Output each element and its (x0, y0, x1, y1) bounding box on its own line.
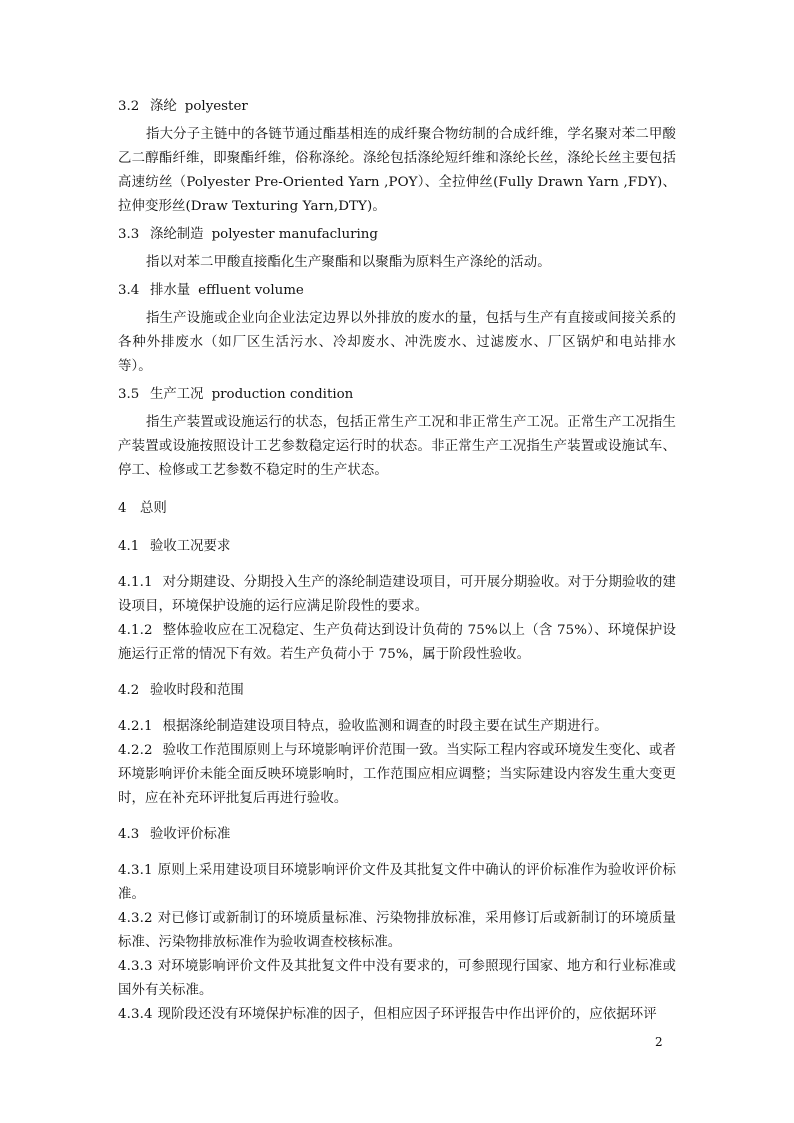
section-title-english: production condition (211, 387, 354, 402)
section-body-3-5: 指生产装置或设施运行的状态，包括正常生产工况和非正常生产工况。正常生产工况指生产装置或设施按照设计工艺参数稳定运行时的状态。非正常生产工况指生产装置或设施试车、停工、检修或工艺参数不稳定时的生产状态。 (118, 415, 676, 478)
section-heading-3-3 (118, 223, 676, 247)
section-number: 3.4 (118, 283, 140, 298)
section-number: 4.3 (118, 827, 140, 842)
clause-number: 4.3.1 (118, 863, 153, 878)
section-number: 3.3 (118, 227, 140, 242)
clause-4-3-1 (118, 859, 676, 907)
clause-text: 对环境影响评价文件及其批复文件中没有要求的，可参照现行国家、地方和行业标准或国外有关标准。 (118, 959, 676, 998)
clause-number: 4.2.1 (118, 719, 153, 734)
clause-number: 4.3.2 (118, 911, 153, 926)
clause-4-1-1 (118, 571, 676, 619)
section-heading-3-5 (118, 383, 676, 407)
clause-text: 对分期建设、分期投入生产的涤纶制造建设项目，可开展分期验收。对于分期验收的建设项目，环境保护设施的运行应满足阶段性的要求。 (118, 575, 676, 614)
section-heading-3-4 (118, 279, 676, 303)
clause-text: 原则上采用建设项目环境影响评价文件及其批复文件中确认的评价标准作为验收评价标准。 (118, 863, 676, 902)
section-title: 验收工况要求 (150, 539, 231, 554)
clause-number: 4.3.3 (118, 959, 153, 974)
section-number: 3.5 (118, 387, 140, 402)
section-body-3-2: 指大分子主链中的各链节通过酯基相连的成纤聚合物纺制的合成纤维，学名聚对苯二甲酸乙二醇酯纤维，即聚酯纤维，俗称涤纶。涤纶包括涤纶短纤维和涤纶长丝，涤纶长丝主要包括高速纺丝（Polyester Pre-Oriented Yarn ,POY）、全拉伸丝(Fully Drawn Yarn ,FDY)、拉伸变形丝(Draw Texturing Yarn,DTY)。 (118, 127, 676, 214)
section-number: 4.1 (118, 539, 140, 554)
clause-text: 对已修订或新制订的环境质量标准、污染物排放标准，采用修订后或新制订的环境质量标准、污染物排放标准作为验收调查校核标准。 (118, 911, 676, 950)
page-content (118, 95, 676, 1027)
clause-number: 4.3.4 (118, 1007, 153, 1022)
clause-4-2-1 (118, 715, 676, 739)
chapter-title: 总则 (140, 501, 167, 516)
section-heading-4-3 (118, 823, 676, 847)
clause-number: 4.1.2 (118, 623, 153, 638)
section-title: 涤纶制造 (150, 227, 204, 242)
clause-text: 根据涤纶制造建设项目特点，验收监测和调查的时段主要在试生产期进行。 (162, 719, 608, 734)
section-title-english: polyester manufacluring (211, 227, 378, 242)
section-body-3-4: 指生产设施或企业向企业法定边界以外排放的废水的量，包括与生产有直接或间接关系的各种外排废水（如厂区生活污水、冷却废水、冲洗废水、过滤废水、厂区锅炉和电站排水等）。 (118, 311, 676, 374)
clause-4-3-2 (118, 907, 676, 955)
section-title: 验收时段和范围 (150, 683, 244, 698)
clause-4-3-4 (118, 1003, 676, 1027)
page-number: 2 (655, 1035, 663, 1049)
clause-text: 验收工作范围原则上与环境影响评价范围一致。当实际工程内容或环境发生变化、或者环境影响评价未能全面反映环境影响时，工作范围应相应调整；当实际建设内容发生重大变更时，应在补充环评批复后再进行验收。 (118, 743, 676, 806)
clause-text: 现阶段还没有环境保护标准的因子，但相应因子环评报告中作出评价的，应依据环评 (157, 1007, 657, 1022)
section-title: 排水量 (150, 283, 191, 298)
section-heading-4-1 (118, 535, 676, 559)
clause-text: 整体验收应在工况稳定、生产负荷达到设计负荷的 75%以上（含 75%）、环境保护设施运行正常的情况下有效。若生产负荷小于 75%，属于阶段性验收。 (118, 623, 676, 662)
clause-4-2-2 (118, 739, 676, 811)
section-number: 3.2 (118, 99, 140, 114)
clause-number: 4.1.1 (118, 575, 153, 590)
section-title-english: effluent volume (198, 283, 304, 298)
clause-number: 4.2.2 (118, 743, 153, 758)
section-heading-4-2 (118, 679, 676, 703)
chapter-heading-4 (118, 497, 676, 521)
section-title-english: polyester (184, 99, 248, 114)
section-title: 验收评价标准 (150, 827, 231, 842)
chapter-number: 4 (118, 501, 127, 516)
clause-4-3-3 (118, 955, 676, 1003)
section-number: 4.2 (118, 683, 140, 698)
section-title: 涤纶 (150, 99, 177, 114)
section-heading-3-2 (118, 95, 676, 119)
section-body-3-3: 指以对苯二甲酸直接酯化生产聚酯和以聚酯为原料生产涤纶的活动。 (146, 255, 551, 270)
section-title: 生产工况 (150, 387, 204, 402)
clause-4-1-2 (118, 619, 676, 667)
